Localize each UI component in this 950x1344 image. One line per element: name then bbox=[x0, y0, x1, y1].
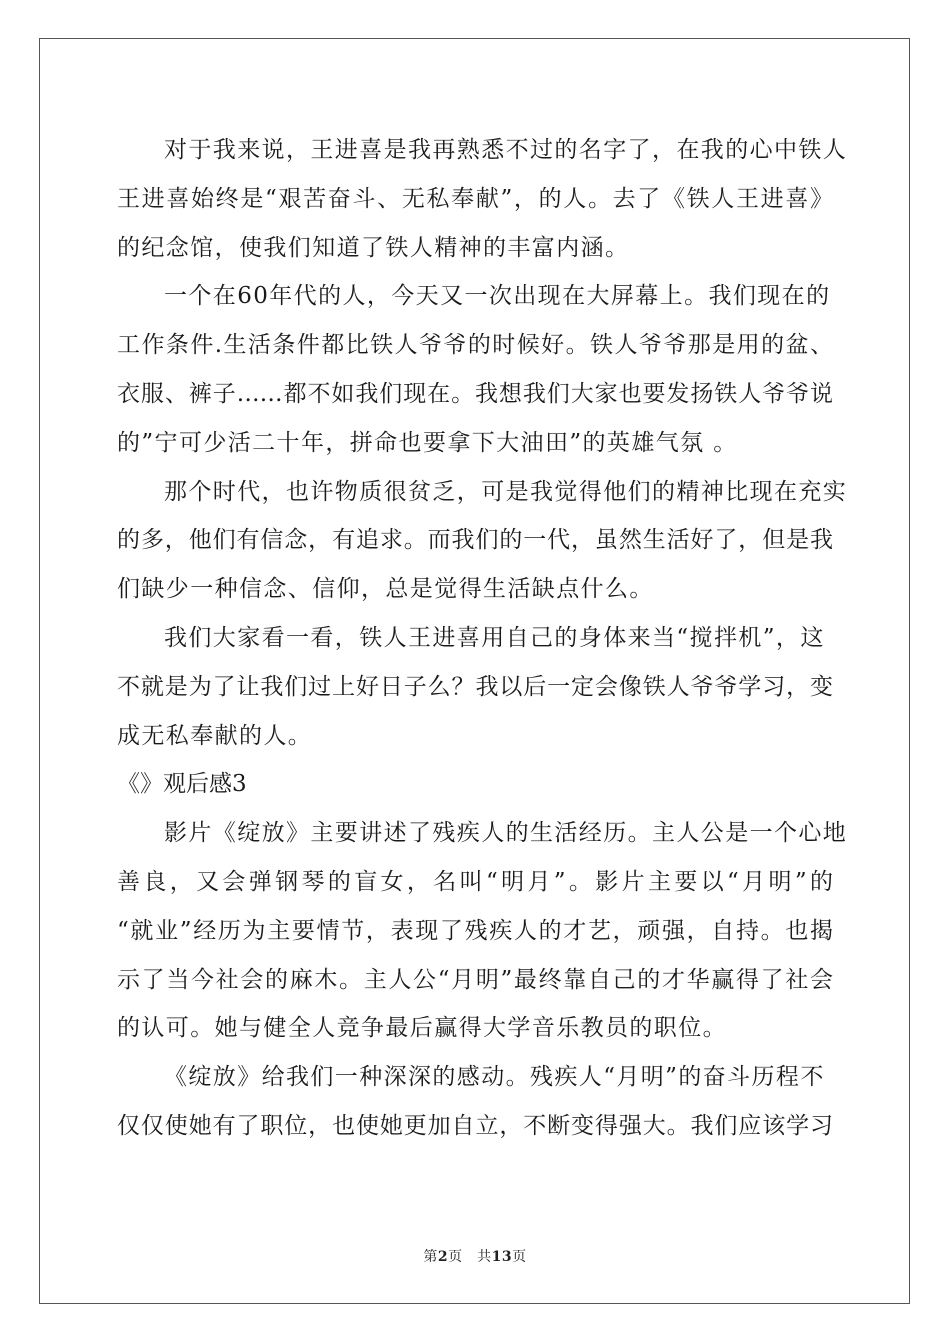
paragraph-5-line-4: 示了当今社会的麻木。主人公“月明”最终靠自己的才华赢得了社会 bbox=[117, 966, 833, 993]
paragraph-3-line-2: 的多，他们有信念，有追求。而我们的一代，虽然生活好了，但是我 bbox=[117, 527, 833, 554]
paragraph-1-line-2: 王进喜始终是“艰苦奋斗、无私奉献”，的人。去了《铁人王进喜》 bbox=[117, 185, 833, 212]
page-footer bbox=[0, 1246, 950, 1266]
paragraph-5-line-5: 的认可。她与健全人竞争最后赢得大学音乐教员的职位。 bbox=[117, 1015, 727, 1042]
footer-page-number: 2 bbox=[437, 1249, 449, 1265]
paragraph-6-line-1: 《绽放》给我们一种深深的感动。残疾人“月明”的奋斗历程不 bbox=[164, 1064, 825, 1091]
footer-suffix: 页 bbox=[512, 1249, 527, 1265]
footer-middle: 页 共 bbox=[448, 1249, 492, 1265]
section-heading: 《》观后感3 bbox=[117, 771, 247, 798]
footer-prefix: 第 bbox=[423, 1249, 438, 1265]
paragraph-5-line-2: 善良，又会弹钢琴的盲女，名叫“明月”。影片主要以“月明”的 bbox=[117, 868, 833, 895]
paragraph-4-line-2: 不就是为了让我们过上好日子么？我以后一定会像铁人爷爷学习，变 bbox=[117, 673, 833, 700]
paragraph-2-line-2: 工作条件.生活条件都比铁人爷爷的时候好。铁人爷爷那是用的盆、 bbox=[117, 332, 833, 359]
paragraph-6-line-2: 仅仅使她有了职位，也使她更加自立，不断变得强大。我们应该学习 bbox=[117, 1112, 833, 1139]
paragraph-3-line-3: 们缺少一种信念、信仰，总是觉得生活缺点什么。 bbox=[117, 576, 654, 603]
paragraph-5-line-1: 影片《绽放》主要讲述了残疾人的生活经历。主人公是一个心地 bbox=[164, 820, 848, 847]
paragraph-2-line-1: 一个在60年代的人，今天又一次出现在大屏幕上。我们现在的 bbox=[164, 283, 831, 310]
paragraph-2-line-4: 的”宁可少活二十年，拼命也要拿下大油田”的英雄气氛 。 bbox=[117, 429, 738, 456]
document-body bbox=[117, 126, 848, 1151]
paragraph-4-line-1: 我们大家看一看，铁人王进喜用自己的身体来当“搅拌机”，这 bbox=[164, 624, 825, 651]
paragraph-3-line-1: 那个时代，也许物质很贫乏，可是我觉得他们的精神比现在充实 bbox=[164, 478, 848, 505]
footer-total-pages: 13 bbox=[491, 1249, 513, 1265]
paragraph-2-line-3: 衣服、裤子……都不如我们现在。我想我们大家也要发扬铁人爷爷说 bbox=[117, 380, 833, 407]
paragraph-1-line-3: 的纪念馆，使我们知道了铁人精神的丰富内涵。 bbox=[117, 234, 630, 261]
paragraph-1-line-1: 对于我来说，王进喜是我再熟悉不过的名字了，在我的心中铁人 bbox=[164, 137, 848, 163]
paragraph-4-line-3: 成无私奉献的人。 bbox=[117, 722, 313, 749]
paragraph-5-line-3: “就业”经历为主要情节，表现了残疾人的才艺，顽强，自持。也揭 bbox=[117, 917, 833, 944]
